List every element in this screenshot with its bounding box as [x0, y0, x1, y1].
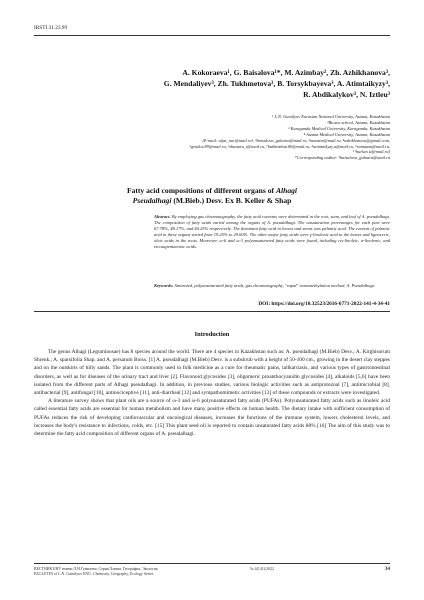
email-line: ⁵gendos.89@mail.ru, ⁶zhanara_t@mail.ru, ⁷bakhitzhan.86@mail.ru, ⁸atimtaikyzy.a@mail.ru, ⁹ramazan@mail.ru, [189, 143, 390, 149]
article-title [60, 186, 364, 207]
doi-link[interactable]: DOI: https://doi.org/10.32523/2616-6771-2022-141-4-34-41 [258, 301, 390, 307]
header-rule [34, 35, 390, 36]
affiliations [130, 114, 390, 161]
title-authority: (M.Bieb.) Desv. Ex B. Keller & Shap [173, 196, 292, 206]
keywords-text: Saturated, polyunsaturated fatty acids, gas chromatography, "rapid" transmethylation method, A. Pseudalhagi. [174, 283, 376, 288]
affiliation: ⁴ Astana Medical University, Astana, Kazakhstan [303, 131, 390, 137]
journal-name-en: BULLETIN of L.N. Gumilyov ENU. Chemistry, Geography, Ecology Series [34, 572, 154, 577]
irstii-code: IRSTI 31.23.99 [34, 25, 68, 31]
section-rule [34, 311, 390, 312]
title-line: Fatty acid compositions of different organs of [126, 186, 275, 195]
keywords-label: Keywords: [154, 283, 174, 288]
affiliation: ²Biosen school, Astana, Kazakhstan [327, 119, 390, 125]
introduction-body [34, 348, 390, 438]
email-line: (E-mail: aijat_nur@mail.ru¹, ²baisalova_gulnara@mail.ru, ³manzim@mail.ru, ⁴azhikhanova@gmail.com, [202, 137, 390, 143]
abstract-label: Abstract. [154, 214, 171, 219]
issue-number: № 4(141)/2022 [250, 567, 274, 571]
section-heading: Introduction [194, 331, 230, 338]
affiliation: ³ Karaganda Medical University, Karaganda, Kazakhstan [288, 125, 390, 131]
title-species: Pseudalhagi [132, 196, 172, 206]
corresponding-author: *Corresponding author: ¹baisalova_gulnara@mail.ru [294, 155, 390, 161]
keywords [154, 283, 390, 289]
affiliation: ¹ L.N. Gumilyov Eurasian National University, Astana, Kazakhstan [272, 114, 390, 119]
footer-rule [34, 563, 390, 564]
author-line: G. Mendaliyev³, Zh. Tukhmetova³, B. Torsykbayeva³, A. Atimtaikyzy³, [163, 78, 390, 88]
email-line: ¹⁰nurlan.iz@mail.ru) [352, 149, 390, 155]
paragraph: The genus Alhagi (Leguminosae) has 8 species around the world. There are 4 species in Kazakhstan such as: A. pseudalhagi (M.Bieb) Desv.; A. Kirghisorum Shrenk.; A. sparsifolia Shap. and A. persarum Boiss. [1] A. pseudalhagi (M.Bieb) Desv. is a subshrub with a height of 50-100 cm., growing in the desert clay steppes and on the outskirts of hilly sands. The plant is commonly used in folk medicine as a cure for rheumatic pains, tallkarriasis, and various types of gastrointestinal disorders, as well as for diseases of the urinary tract and liver [2]. Flavonoid glycosides [3], oligomeric proanthocyanidin glycosides [4], alkaloids [5,6] have been isolated from the different parts of Alhagi pseudalhagi. In addition, in previous studies, various biologic activities such as antiprotozoal [7], antimicrobial [8], antibacterial [9], antifungal [10], antinociceptive [11], anti-diarrheal [12] and sympathomimetic activities [13] of these compounds or extracts were investigated. [34, 349, 390, 397]
title-genus: Alhagi [275, 186, 298, 195]
author-line: R. Abdikalykov³, N. Iztleu³ [303, 89, 390, 99]
paragraph: A literature survey shows that plant oils are a source of ω-3 and ω-6 polyunsaturated fatty acids (PUFAs). Polyunsaturated fatty acids such as linoleic acid called essential fatty acids are essential for human metabolism and have many positive effects on human health. The dietary intake with sufficient consumption of PUFAs reduces the risk of developing cardiovascular and oncological diseases, increases the functions of the immune system, lowers cholesterol levels, and increases the body's resistance to infections, colds, etc. [15] This plant seed oil is reported to contain unsaturated fatty acids 88% [16] The aim of this study was to determine the fatty acid composition of different organs of A. pseudalhagi. [34, 398, 390, 438]
journal-name-ru: ВЕСТНИК ЕНУ имени Л.Н.Гумилева. Серия Химия. География. Экология [34, 567, 158, 571]
author-line: A. Kokoraeva¹, G. Baisalova¹*, M. Azimbay², Zh. Azhikhanova³, [182, 68, 390, 77]
author-list [60, 68, 390, 100]
abstract-text: By employing gas chromatography, the fatty acid contents were determined in the root, stem, and leaf of A. pseudalhagi. The composition of fatty acids varied among the organs of A. pseudalhagi. The unsaturation percentages for each part were 67.78%, 48.17%, and 44.25% respectively. The dominant fatty acid in leaves and stems was palmitic acid. The content of palmitic acid in these organs varied from 19.25% to 29.60%. The other major fatty acids were γ-linolenic acid in the leaves and lignoceric, oleic acids in the roots. Moreover, ω-6 and ω-3 polyunsaturated fatty acids were found, including cis-linoleic, α-linolenic, and eicosapentaenoic acids. [154, 214, 390, 249]
page-number: 34 [384, 566, 390, 572]
abstract [154, 214, 390, 250]
